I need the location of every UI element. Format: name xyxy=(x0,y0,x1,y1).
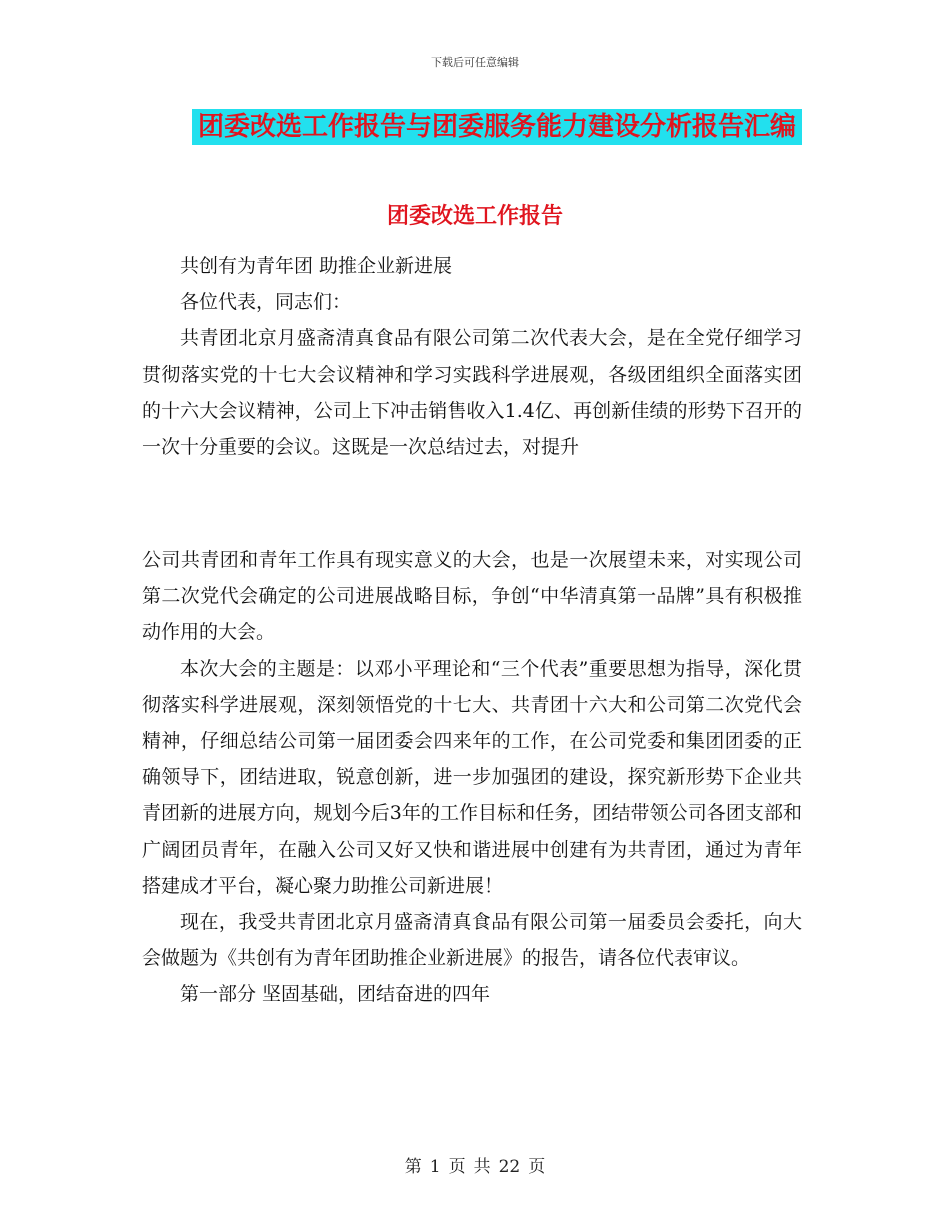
footer-page-word: 页 xyxy=(448,1157,466,1177)
paragraph-2: 本次大会的主题是：以邓小平理论和“三个代表”重要思想为指导，深化贯彻落实科学进展观，深刻领悟党的十七大、共青团十六大和公司第二次党代会精神，仔细总结公司第一届团委会四来年的工作，在公司党委和集团团委的正确领导下，团结进取，锐意创新，进一步加强团的建设，探究新形势下企业共青团新的进展方向，规划今后3年的工作目标和任务，团结带领公司各团支部和广阔团员青年，在融入公司又好又快和谐进展中创建有为共青团，通过为青年搭建成才平台，凝心聚力助推公司新进展！ xyxy=(142,657,802,897)
body-block-1 xyxy=(142,248,802,465)
part-heading: 第一部分 坚固基础，团结奋进的四年 xyxy=(180,983,491,1006)
paragraph-1-part-2: 公司共青团和青年工作具有现实意义的大会，也是一次展望未来，对实现公司第二次党代会确定的公司进展战略目标，争创“中华清真第一品牌”具有积极推动作用的大会。 xyxy=(142,549,802,644)
section-title: 团委改选工作报告 xyxy=(386,204,563,229)
paragraph-1-part-1: 共青团北京月盛斋清真食品有限公司第二次代表大会，是在全党仔细学习贯彻落实党的十七大会议精神和学习实践科学进展观，各级团组织全面落实团的十六大会议精神，公司上下冲击销售收入1.4亿、再创新佳绩的形势下召开的一次十分重要的会议。这既是一次总结过去，对提升 xyxy=(142,327,802,459)
body-block-2 xyxy=(142,542,802,1013)
page-footer xyxy=(0,1152,950,1177)
footer-current-page: 1 xyxy=(429,1157,441,1177)
paragraph-3: 现在，我受共青团北京月盛斋清真食品有限公司第一届委员会委托，向大会做题为《共创有为青年团助推企业新进展》的报告，请各位代表审议。 xyxy=(142,911,802,970)
greeting: 各位代表，同志们： xyxy=(180,291,352,314)
footer-total-word: 共 xyxy=(473,1157,491,1177)
footer-suffix: 页 xyxy=(528,1157,546,1177)
footer-prefix: 第 xyxy=(404,1157,422,1177)
page-header: 下载后可任意编辑 xyxy=(431,56,519,69)
report-subtitle: 共创有为青年团 助推企业新进展 xyxy=(180,255,453,277)
main-title: 团委改选工作报告与团委服务能力建设分析报告汇编 xyxy=(192,109,802,145)
footer-total-pages: 22 xyxy=(498,1157,521,1177)
